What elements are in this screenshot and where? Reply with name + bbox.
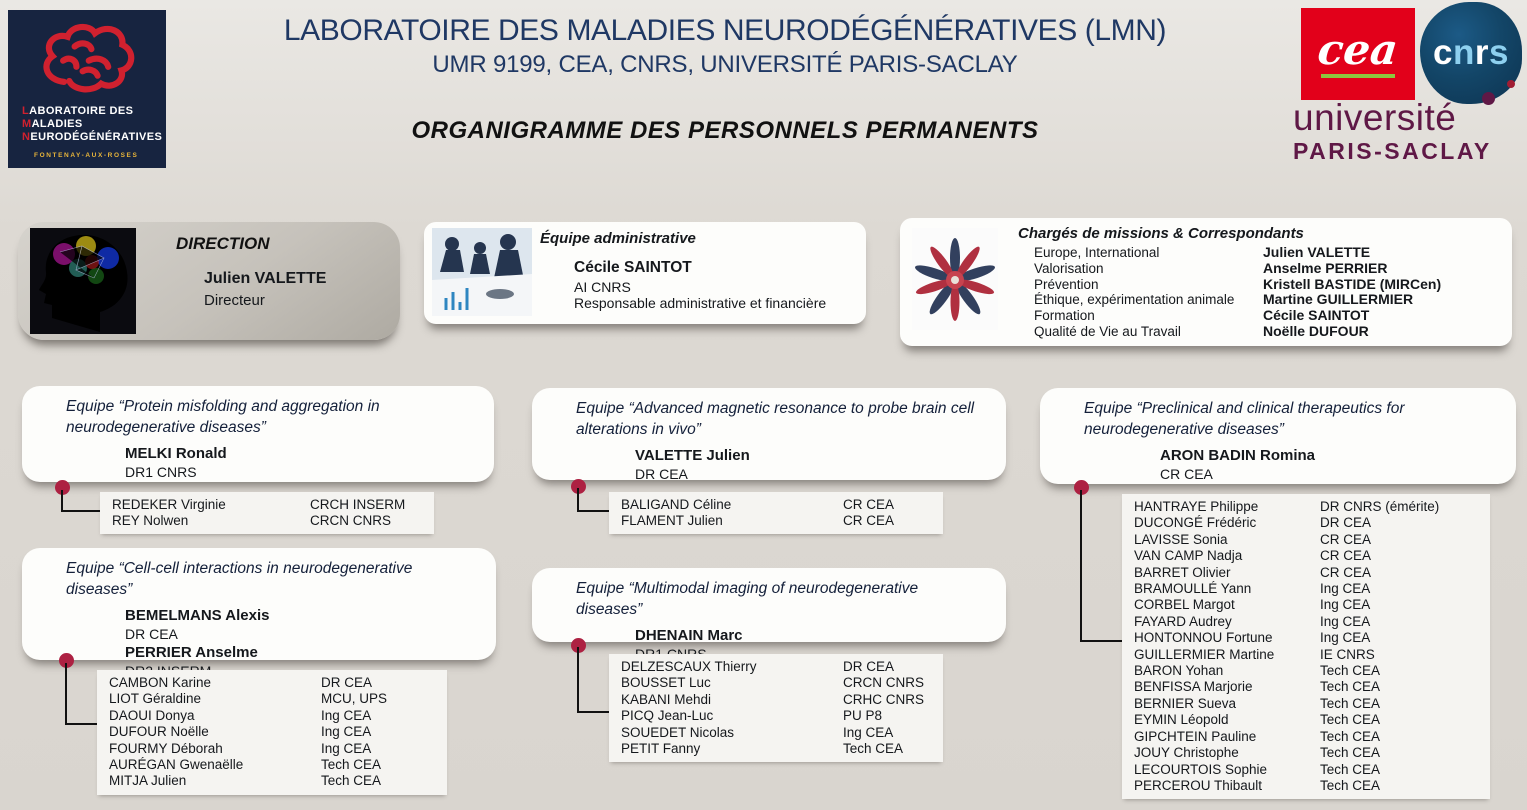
mission-row [1034,324,1494,340]
mission-row [1034,277,1494,293]
team-leader [125,444,494,481]
team-members-list [100,492,434,534]
missions-list [1034,245,1494,340]
member-grade: DR CNRS (émérite) [1320,499,1440,514]
member-grade: CR CEA [1320,564,1372,580]
admin-role: Responsable administrative et financière [574,295,827,311]
team-leader-name: BEMELMANS Alexis [125,607,270,624]
team-box-advanced-magnetic-resonance [532,388,1006,480]
member-grade: CR CEA [843,497,895,512]
member-grade: Ing CEA [843,724,894,740]
member-row [1134,630,1490,646]
team-leader [1160,446,1516,483]
member-grade: Ing CEA [321,740,372,756]
member-row [109,691,447,707]
member-name: FLAMENT Julien [621,513,723,529]
mission-holder-name: Martine GUILLERMIER [1263,291,1414,308]
direction-head-image [30,228,136,334]
member-row [1134,729,1490,745]
member-row [621,725,943,741]
missions-photo [912,228,998,330]
team-title: Equipe “Advanced magnetic resonance to probe brain cell alterations in vivo” [576,400,975,438]
mission-role: Qualité de Vie au Travail [1034,323,1181,339]
member-grade: CR CEA [1320,548,1372,564]
admin-grade: AI CNRS [574,279,631,295]
member-name: REY Nolwen [112,513,189,529]
member-name: FAYARD Audrey [1134,613,1232,629]
mission-row [1034,245,1494,261]
member-row [1134,515,1490,531]
cnrs-logo [1420,2,1522,104]
member-name: JOUY Christophe [1134,745,1239,761]
member-name: SOUEDET Nicolas [621,724,735,740]
member-grade: Tech CEA [321,757,382,773]
team-leader-name: DHENAIN Marc [635,627,743,644]
universite-paris-saclay-logo [1293,98,1523,164]
member-row [1134,663,1490,679]
team-leader-grade: DR CEA [635,466,688,482]
connector-line [65,663,97,725]
team-leader-grade: DR CEA [125,626,178,642]
admin-team-box [424,222,866,324]
member-name: DUCONGÉ Frédéric [1134,515,1257,531]
cea-logo [1301,8,1415,100]
member-grade: MCU, UPS [321,691,388,707]
mission-role: Valorisation [1034,260,1104,276]
member-row [1134,499,1490,515]
member-grade: Ing CEA [1320,581,1371,597]
member-name: GUILLERMIER Martine [1134,646,1275,662]
member-row [621,659,943,675]
ups-wordmark: université [1293,97,1457,138]
direction-title: DIRECTION [176,234,270,253]
member-grade: Tech CEA [843,741,904,757]
mission-role: Prévention [1034,276,1099,292]
member-grade: CRCN CNRS [310,513,391,529]
member-name: PERCEROU Thibault [1134,777,1263,793]
member-grade: CRCH INSERM [310,497,406,512]
member-name: BRAMOULLÉ Yann [1134,581,1252,597]
member-grade: DR CEA [321,675,373,690]
team-leader-grade: DR1 CNRS [125,464,197,480]
cnrs-logo-text: cnrs [1433,33,1509,72]
connector-line [1080,490,1122,642]
member-grade: DR CEA [1320,515,1372,531]
team-box-preclinical-clinical-therapeutics [1040,388,1516,484]
member-grade: PU P8 [843,708,883,724]
member-name: BOUSSET Luc [621,675,711,691]
member-name: CORBEL Margot [1134,597,1235,613]
team-title: Equipe “Protein misfolding and aggregation in neurodegenerative diseases” [66,398,380,436]
ups-wordmark-2: PARIS-SACLAY [1293,138,1492,164]
admin-name: Cécile SAINTOT [574,259,692,276]
mission-holder-name: Kristell BASTIDE (MIRCen) [1263,275,1442,292]
member-row [621,497,943,513]
member-name: BARRET Olivier [1134,564,1231,580]
page-subtitle: UMR 9199, CEA, CNRS, UNIVERSITÉ PARIS-SACLAY [432,51,1018,78]
member-name: KABANI Mehdi [621,691,712,707]
missions-box [900,218,1512,346]
member-name: AURÉGAN Gwenaëlle [109,757,244,773]
member-row [1134,532,1490,548]
member-name: BENFISSA Marjorie [1134,679,1253,695]
member-row [112,497,434,513]
member-name: PETIT Fanny [621,741,701,757]
member-name: DUFOUR Noëlle [109,724,209,740]
member-name: HONTONNOU Fortune [1134,630,1273,646]
member-row [1134,581,1490,597]
team-leaders [125,606,496,680]
member-row [109,741,447,757]
member-row [109,675,447,691]
member-name: LIOT Géraldine [109,691,202,707]
team-members-list [609,492,943,534]
member-grade: CR CEA [1320,531,1372,547]
mission-holder-name: Noëlle DUFOUR [1263,322,1369,339]
member-grade: Ing CEA [1320,597,1371,613]
member-grade: CRCN CNRS [843,675,924,691]
member-row [621,708,943,724]
mission-role: Formation [1034,308,1095,324]
member-row [1134,778,1490,794]
member-row [1134,548,1490,564]
mission-row [1034,292,1494,308]
team-leader-name: VALETTE Julien [635,447,750,464]
team-leader-name: ARON BADIN Romina [1160,447,1316,464]
member-row [109,708,447,724]
member-row [1134,712,1490,728]
member-row [1134,762,1490,778]
missions-title: Chargés de missions & Correspondants [1018,225,1304,242]
member-grade: Ing CEA [321,724,372,740]
member-row [621,741,943,757]
member-grade: Ing CEA [321,707,372,723]
member-name: MITJA Julien [109,773,187,789]
member-row [109,773,447,789]
team-leader-grade: CR CEA [1160,466,1213,482]
org-chart-title: ORGANIGRAMME DES PERSONNELS PERMANENTS [411,117,1039,144]
member-grade: CRHC CNRS [843,691,924,707]
mission-role: Éthique, expérimentation animale [1034,292,1235,308]
mission-row [1034,308,1494,324]
team-title: Equipe “Cell-cell interactions in neurodegenerative diseases” [66,560,413,598]
member-row [1134,647,1490,663]
team-leader [635,446,1006,483]
member-row [1134,597,1490,613]
member-name: BALIGAND Céline [621,497,732,512]
member-name: HANTRAYE Philippe [1134,499,1259,514]
mission-holder-name: Julien VALETTE [1263,244,1371,260]
member-row [621,692,943,708]
member-name: DAOUI Donya [109,707,195,723]
cea-logo-underline [1321,74,1395,78]
admin-team-photo [432,228,532,316]
member-name: BARON Yohan [1134,663,1224,679]
team-members-list [609,654,943,762]
member-grade: Tech CEA [1320,761,1381,777]
brain-icon [28,20,146,96]
member-name: EYMIN Léopold [1134,712,1229,728]
member-name: REDEKER Virginie [112,497,226,512]
ups-dot-large [1482,92,1495,105]
mission-role: Europe, International [1034,245,1160,260]
lmn-logo-city: FONTENAY-AUX-ROSES [34,152,139,159]
team-box-multimodal-imaging [532,568,1006,642]
team-box-cell-cell-interactions [22,548,496,660]
member-name: BERNIER Sueva [1134,695,1237,711]
connector-line [577,488,609,512]
member-row [1134,679,1490,695]
director-name: Julien VALETTE [204,270,327,287]
member-row [621,675,943,691]
team-leaders [125,444,494,481]
header [180,14,1270,145]
team-title: Equipe “Multimodal imaging of neurodegenerative diseases” [576,580,919,618]
member-grade: IE CNRS [1320,646,1375,662]
member-row [109,724,447,740]
team-members-list [97,670,447,795]
member-grade: Ing CEA [1320,613,1371,629]
member-row [109,757,447,773]
member-grade: Tech CEA [1320,663,1381,679]
direction-box [18,222,400,340]
member-name: CAMBON Karine [109,675,212,690]
member-grade: Tech CEA [1320,695,1381,711]
member-grade: Tech CEA [1320,745,1381,761]
member-row [1134,565,1490,581]
team-members-list [1122,494,1490,799]
lmn-logo-text: LABORATOIRE DES MALADIES NEURODÉGÉNÉRATIVES [22,105,163,143]
member-name: GIPCHTEIN Pauline [1134,728,1257,744]
member-grade: DR CEA [843,659,895,674]
director-role: Directeur [204,292,265,309]
page-title: LABORATOIRE DES MALADIES NEURODÉGÉNÉRATIVES (LMN) [283,14,1167,47]
cea-logo-text: cea [1315,25,1401,74]
member-row [1134,745,1490,761]
member-grade: Tech CEA [1320,712,1381,728]
team-title: Equipe “Preclinical and clinical therapeutics for neurodegenerative diseases” [1084,400,1405,438]
mission-holder-name: Anselme PERRIER [1263,259,1388,276]
member-name: FOURMY Déborah [109,740,223,756]
member-name: LAVISSE Sonia [1134,531,1228,547]
team-leader [125,606,496,643]
team-leader-name: PERRIER Anselme [125,644,258,661]
member-grade: Tech CEA [1320,679,1381,695]
member-row [1134,614,1490,630]
member-grade: Tech CEA [1320,777,1381,793]
member-name: LECOURTOIS Sophie [1134,761,1268,777]
member-row [1134,696,1490,712]
mission-holder-name: Cécile SAINTOT [1263,307,1370,324]
connector-line [577,647,609,713]
ups-dot-small [1507,80,1515,88]
team-box-protein-misfolding [22,386,494,482]
admin-team-title: Équipe administrative [540,230,696,247]
member-name: DELZESCAUX Thierry [621,659,757,674]
member-row [621,513,943,529]
team-leaders [635,446,1006,483]
team-leaders [1160,446,1516,483]
connector-line [61,490,100,512]
member-grade: CR CEA [843,513,895,529]
member-grade: Ing CEA [1320,630,1371,646]
mission-row [1034,261,1494,277]
member-name: VAN CAMP Nadja [1134,548,1243,564]
member-grade: Tech CEA [1320,728,1381,744]
lmn-logo [8,10,166,168]
member-name: PICQ Jean-Luc [621,708,714,724]
team-leader-name: MELKI Ronald [125,445,227,462]
member-row [112,513,434,529]
member-grade: Tech CEA [321,773,382,789]
